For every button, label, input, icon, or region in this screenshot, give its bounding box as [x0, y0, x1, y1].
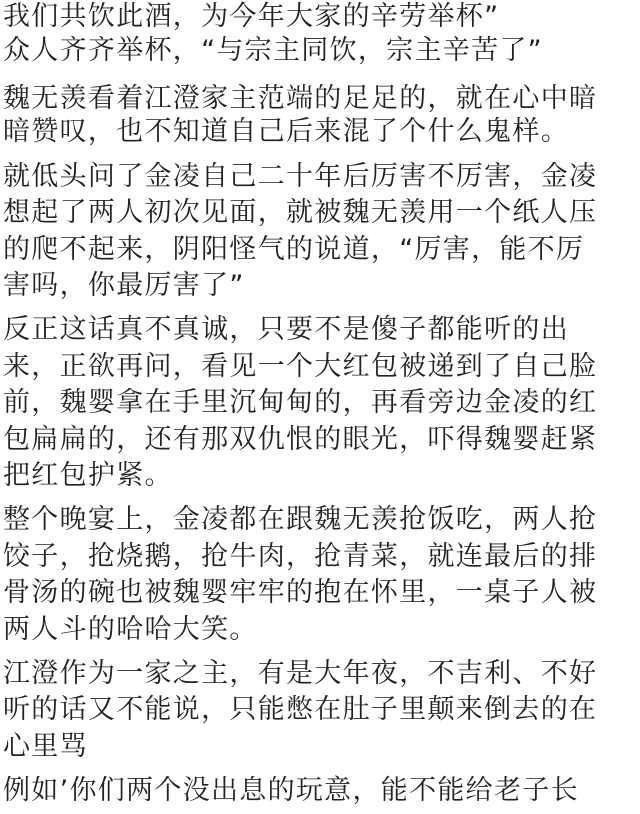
text-line-5: 就低头问了金凌自己二十年后厉害不厉害，金凌 — [3, 161, 598, 192]
text-line-18: 江澄作为一家之主，有是大年夜，不吉利、不好 — [3, 658, 598, 689]
text-line-7: 的爬不起来，阴阳怪气的说道，“厉害，能不厉 — [3, 234, 585, 265]
text-line-20: 心里骂 — [3, 731, 88, 762]
text-line-16: 骨汤的碗也被魏婴牢牢的抱在怀里，一桌子人被 — [3, 577, 598, 608]
text-line-14: 整个晚宴上，金凌都在跟魏无羡抢饭吃，两人抢 — [3, 504, 598, 535]
text-line-1: 我们共饮此酒，为今年大家的辛劳举杯” — [3, 1, 500, 32]
text-line-21: 例如’你们两个没出息的玩意，能不能给老子长 — [3, 775, 579, 806]
text-line-2: 众人齐齐举杯，“与宗主同饮，宗主辛苦了” — [3, 35, 543, 66]
text-line-13: 把红包护紧。 — [3, 460, 173, 491]
text-line-3: 魏无羡看着江澄家主范端的足足的，就在心中暗 — [3, 83, 598, 114]
text-line-9: 反正这话真不真诚，只要不是傻子都能听的出 — [3, 314, 569, 345]
text-line-4: 暗赞叹，也不知道自己后来混了个什么鬼样。 — [3, 116, 569, 147]
text-line-15: 饺子，抢烧鹅，抢牛肉，抢青菜，就连最后的排 — [3, 541, 598, 572]
text-line-19: 听的话又不能说，只能憋在肚子里颠来倒去的在 — [3, 694, 598, 725]
text-line-17: 两人斗的哈哈大笑。 — [3, 614, 258, 645]
text-line-6: 想起了两人初次见面，就被魏无羡用一个纸人压 — [3, 197, 598, 228]
text-line-11: 前，魏婴拿在手里沉甸甸的，再看旁边金凌的红 — [3, 387, 598, 418]
text-line-8: 害吗，你最厉害了” — [3, 270, 245, 301]
text-line-12: 包扁扁的，还有那双仇恨的眼光，吓得魏婴赶紧 — [3, 424, 598, 455]
text-line-10: 来，正欲再问，看见一个大红包被递到了自己脸 — [3, 351, 598, 382]
